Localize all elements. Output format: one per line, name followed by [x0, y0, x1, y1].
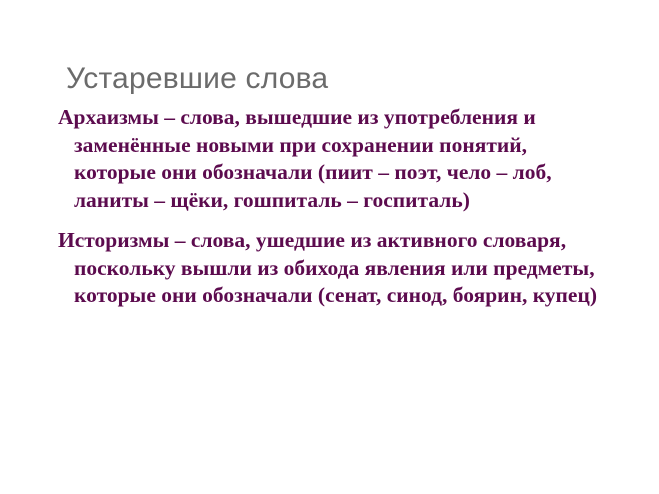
paragraph-historicisms: Историзмы – слова, ушедшие из активного словаря, поскольку вышли из обихода явления или предметы, которые они обозначали (сенат, синод, боярин, купец) [58, 227, 598, 308]
page-title: Устаревшие слова [66, 62, 329, 96]
slide-body [58, 104, 614, 310]
paragraph-archaisms: Архаизмы – слова, вышедшие из употребления и заменённые новыми при сохранении понятий, которые они обозначали (пиит – поэт, чело – лоб, ланиты – щёки, гошпиталь – госпиталь) [58, 105, 552, 213]
